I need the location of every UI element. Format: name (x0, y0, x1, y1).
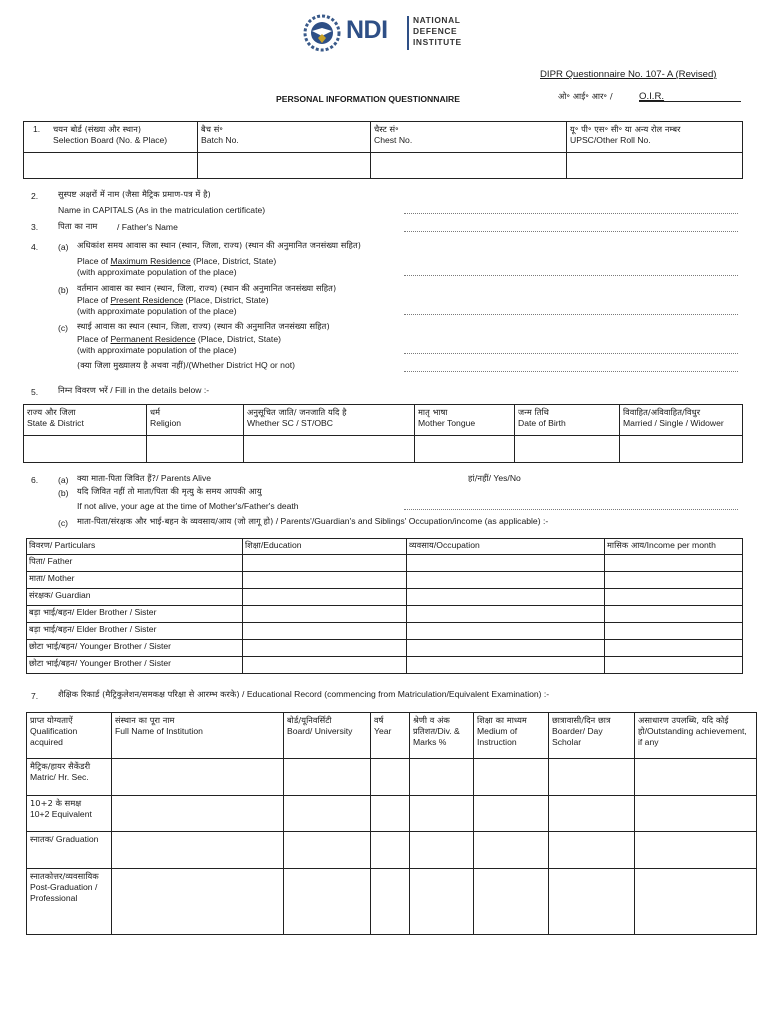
district-hq-label-hindi: (क्या जिला मुख्यालय है अथवा नहीं) (77, 360, 187, 370)
education-field[interactable] (243, 606, 407, 623)
year-field[interactable] (371, 869, 410, 935)
name-label: Name in CAPITALS (As in the matriculation certificate) (58, 205, 266, 215)
row-label: / Graduation (51, 834, 99, 844)
label-key: Present Residence (110, 295, 184, 305)
board-field[interactable] (284, 832, 371, 869)
personal-details-table (23, 404, 743, 463)
maximum-residence-label (77, 256, 276, 266)
row-label-hindi: स्नातक (30, 834, 52, 844)
emblem-icon (300, 12, 344, 54)
occupation-field[interactable] (407, 623, 605, 640)
parents-alive-label-english: / Parents Alive (156, 473, 212, 483)
occupation-label-hindi: माता-पिता/संरक्षक और भाई-बहन के व्यवसाय/आय (जो लागू हो) (77, 516, 274, 526)
column-label: Full Name of Institution (115, 726, 203, 736)
column-label-hindi: संस्थान का पूरा नाम (115, 715, 175, 725)
education-field[interactable] (243, 657, 407, 674)
family-member-label (27, 555, 243, 572)
column-label-hindi: मासिक आय (607, 540, 645, 550)
permanent-residence-label-hindi: स्थाई आवास का स्थान (स्थान, जिला, राज्य) (स्थान की अनुमानित जनसंख्या सहित) (77, 321, 330, 331)
selection-board-header (24, 122, 198, 153)
question-number: 2. (31, 191, 39, 201)
table-row (27, 796, 757, 832)
row-label: Matric/ Hr. Sec. (30, 772, 89, 782)
religion-field[interactable] (147, 436, 244, 463)
label-suffix: (Place, District, State) (183, 295, 269, 305)
occupation-label (77, 516, 548, 527)
boarder-field[interactable] (549, 796, 635, 832)
column-label-hindi: वर्ष (374, 715, 384, 725)
family-member-label (27, 606, 243, 623)
column-label-hindi: श्रेणी व अंक प्रतिशत (413, 715, 450, 736)
column-header (410, 713, 474, 759)
row-label-hindi: छोटा भाई/बहन (29, 658, 75, 668)
income-field[interactable] (605, 572, 743, 589)
table-header-row (24, 405, 743, 436)
row-label: / Guardian (50, 590, 91, 600)
marital-status-field[interactable] (620, 436, 743, 463)
questionnaire-number: DIPR Questionnaire No. 107- A (Revised) (540, 69, 717, 80)
column-label: Qualification acquired (30, 726, 78, 747)
row-label: Post-Graduation / Professional (30, 882, 98, 903)
row-label: / Elder Brother / Sister (71, 624, 157, 634)
occupation-field[interactable] (407, 640, 605, 657)
state-district-field[interactable] (24, 436, 147, 463)
column-label-hindi: यू॰ पी॰ एस॰ सी॰ या अन्य रोल नम्बर (570, 124, 681, 134)
marks-field[interactable] (410, 796, 474, 832)
logo-divider (407, 16, 409, 50)
label-prefix: Place of (77, 334, 111, 344)
label-key: Maximum Residence (110, 256, 191, 266)
row-label-hindi: माता (29, 573, 44, 583)
oir-field[interactable] (639, 101, 741, 102)
page-title: PERSONAL INFORMATION QUESTIONNAIRE (276, 94, 460, 104)
name-label-hindi: सुस्पष्ट अक्षरों में नाम (जैसा मैट्रिक प्रमाण-पत्र में है) (58, 189, 211, 199)
column-label: Batch No. (201, 135, 239, 145)
year-field[interactable] (371, 832, 410, 869)
logo-line-2: DEFENCE (413, 26, 458, 36)
column-label: /Income per month (644, 540, 716, 550)
parents-alive-answer[interactable] (468, 473, 521, 484)
occupation-field[interactable] (407, 589, 605, 606)
column-label-hindi: राज्य और जिला (27, 407, 76, 417)
row-label-hindi: स्नातकोत्तर/व्यवसायिक (30, 871, 99, 881)
question-number: 1. (33, 124, 41, 134)
batch-number-field[interactable] (198, 153, 371, 179)
father-name-label: / Father's Name (117, 222, 178, 232)
institution-field[interactable] (112, 759, 284, 796)
chest-header (371, 122, 567, 153)
column-header (27, 713, 112, 759)
logo-line-3: INSTITUTE (413, 37, 462, 47)
sub-label: (c) (58, 323, 69, 333)
yes-no-hindi: हां/नहीं (468, 473, 489, 483)
education-field[interactable] (243, 555, 407, 572)
yes-no-option: / Yes/No (488, 473, 521, 483)
column-label: Married / Single / Widower (623, 418, 724, 428)
date-of-birth-field[interactable] (515, 436, 620, 463)
institution-field[interactable] (112, 869, 284, 935)
present-residence-field[interactable] (404, 314, 738, 315)
board-field[interactable] (284, 759, 371, 796)
family-member-label (27, 623, 243, 640)
details-label-hindi: निम्न विवरण भरें (58, 385, 108, 395)
family-member-label (27, 589, 243, 606)
income-field[interactable] (605, 657, 743, 674)
education-label-english: / Educational Record (commencing from Matriculation/Equivalent Examination) :- (242, 689, 550, 699)
district-hq-label-english: /(Whether District HQ or not) (186, 360, 295, 370)
column-label: Medium of Instruction (477, 726, 518, 747)
education-field[interactable] (243, 640, 407, 657)
label-key: Permanent Residence (110, 334, 196, 344)
population-note: (with approximate population of the place) (77, 345, 237, 355)
question-number: 7. (31, 691, 39, 701)
permanent-residence-field[interactable] (404, 353, 738, 354)
family-details-table (26, 538, 743, 674)
table-header-row (24, 122, 743, 153)
achievement-field[interactable] (635, 869, 757, 935)
institution-field[interactable] (112, 832, 284, 869)
institute-logo (300, 10, 470, 54)
table-row (27, 640, 743, 657)
occupation-label-english: / Parents'/Guardian's and Siblings' Occupation/income (as applicable) :- (275, 516, 549, 526)
table-row (27, 555, 743, 572)
oir-label-hindi: ओ॰ आई॰ आर॰ / (558, 91, 613, 101)
column-header (284, 713, 371, 759)
column-label-hindi: विवाहित/अविवाहित/विधुर (623, 407, 701, 417)
question-number: 4. (31, 242, 39, 252)
column-header (549, 713, 635, 759)
column-header (244, 405, 415, 436)
medium-field[interactable] (474, 869, 549, 935)
logo-abbreviation: NDI (346, 16, 388, 44)
table-row (27, 589, 743, 606)
row-label: / Mother (43, 573, 75, 583)
sub-label: (a) (58, 475, 69, 485)
parents-alive-label (77, 473, 211, 484)
column-label-hindi: प्राप्त योग्यताऐं (30, 715, 73, 725)
sub-label: (a) (58, 242, 69, 252)
column-label: Selection Board (No. & Place) (53, 135, 168, 145)
column-label-hindi: चयन बोर्ड (संख्या और स्थान) (53, 124, 142, 134)
maximum-residence-field[interactable] (404, 275, 738, 276)
chest-number-field[interactable] (371, 153, 567, 179)
boarder-field[interactable] (549, 759, 635, 796)
column-label: Mother Tongue (418, 418, 476, 428)
sub-label: (b) (58, 488, 69, 498)
achievement-field[interactable] (635, 759, 757, 796)
column-label-hindi: चैस्ट सं॰ (374, 124, 399, 134)
year-field[interactable] (371, 759, 410, 796)
question-number: 6. (31, 475, 39, 485)
medium-field[interactable] (474, 832, 549, 869)
family-member-label (27, 640, 243, 657)
permanent-residence-label (77, 334, 281, 344)
occupation-field[interactable] (407, 606, 605, 623)
column-label: Whether SC / ST/OBC (247, 418, 333, 428)
board-field[interactable] (284, 869, 371, 935)
table-row (27, 657, 743, 674)
education-label-hindi: शैक्षिक रिकार्ड (मैट्रिकुलेशन/समकक्ष परिक्षा से आरम्भ करके) (58, 689, 240, 699)
year-field[interactable] (371, 796, 410, 832)
medium-field[interactable] (474, 796, 549, 832)
row-label-hindi: छोटा भाई/बहन (29, 641, 75, 651)
roll-number-field[interactable] (567, 153, 743, 179)
column-label-hindi: बोर्ड/यूनिवर्सिटी (287, 715, 332, 725)
column-label: State & District (27, 418, 84, 428)
logo-line-1: NATIONAL (413, 15, 461, 25)
family-member-label (27, 572, 243, 589)
mother-tongue-field[interactable] (415, 436, 515, 463)
label-prefix: Place of (77, 256, 111, 266)
medium-field[interactable] (474, 759, 549, 796)
population-note: (with approximate population of the place) (77, 267, 237, 277)
column-label-hindi: बैच सं॰ (201, 124, 223, 134)
occupation-field[interactable] (407, 572, 605, 589)
column-header (605, 539, 743, 555)
label-prefix: Place of (77, 295, 111, 305)
row-label: / Elder Brother / Sister (71, 607, 157, 617)
row-label-hindi: मैट्रिक/हायर सैकेंडरी (30, 761, 91, 771)
column-header (415, 405, 515, 436)
column-label-hindi: छात्रावासी/दिन छात्र (552, 715, 611, 725)
sub-label: (b) (58, 285, 69, 295)
age-at-death-label-hindi: यदि जिवित नहीं तो माता/पिता की मृत्यु के समय आपकी आयु (77, 486, 262, 496)
qualification-label (27, 796, 112, 832)
income-field[interactable] (605, 623, 743, 640)
row-label: 10+2 Equivalent (30, 809, 92, 819)
column-label-hindi: शिक्षा (245, 540, 261, 550)
row-label: / Younger Brother / Sister (74, 641, 172, 651)
board-field[interactable] (284, 796, 371, 832)
column-label-hindi: शिक्षा का माध्यम (477, 715, 527, 725)
question-number: 3. (31, 222, 39, 232)
education-table (26, 712, 757, 935)
boarder-field[interactable] (549, 869, 635, 935)
column-header (24, 405, 147, 436)
income-field[interactable] (605, 640, 743, 657)
column-label-hindi: अनुसूचित जाति/ जनजाति यदि है (247, 407, 347, 417)
population-note: (with approximate population of the place) (77, 306, 237, 316)
marks-field[interactable] (410, 832, 474, 869)
marks-field[interactable] (410, 869, 474, 935)
row-label-hindi: बड़ा भाई/बहन (29, 624, 72, 634)
table-row (27, 869, 757, 935)
category-field[interactable] (244, 436, 415, 463)
table-header-row (27, 539, 743, 555)
achievement-field[interactable] (635, 832, 757, 869)
column-label: Board/ University (287, 726, 353, 736)
column-label: Boarder/ Day Scholar (552, 726, 603, 747)
boarder-field[interactable] (549, 832, 635, 869)
table-row (27, 623, 743, 640)
column-header (27, 539, 243, 555)
name-field[interactable] (404, 213, 738, 214)
label-suffix: (Place, District, State) (190, 256, 277, 266)
column-label: Year (374, 726, 392, 736)
row-label: / Younger Brother / Sister (74, 658, 172, 668)
qualification-label (27, 832, 112, 869)
table-header-row (27, 713, 757, 759)
qualification-label (27, 869, 112, 935)
occupation-field[interactable] (407, 657, 605, 674)
maximum-residence-label-hindi: अधिकांश समय आवास का स्थान (स्थान, जिला, राज्य) (स्थान की अनुमानित जनसंख्या सहित) (77, 240, 362, 250)
column-header (243, 539, 407, 555)
education-field[interactable] (243, 572, 407, 589)
column-label: / Particulars (49, 540, 96, 550)
achievement-field[interactable] (635, 796, 757, 832)
column-label-hindi: धर्म (150, 407, 161, 417)
column-label-hindi: मातृ भाषा (418, 407, 448, 417)
age-at-death-field[interactable] (404, 509, 738, 510)
question-number: 5. (31, 387, 39, 397)
column-label: UPSC/Other Roll No. (570, 135, 651, 145)
column-label: Chest No. (374, 135, 413, 145)
table-row (27, 832, 757, 869)
table-row (24, 436, 743, 463)
family-member-label (27, 657, 243, 674)
column-label-hindi: विवरण (29, 540, 50, 550)
column-label: /Outstanding achievement, if any (638, 726, 747, 747)
column-label: /Div. & Marks % (413, 726, 460, 747)
present-residence-label (77, 295, 269, 305)
selection-board-table (23, 121, 743, 179)
column-label-hindi: असाधारण उपलब्धि, यदि कोई हो (638, 715, 729, 736)
column-header (147, 405, 244, 436)
row-label-hindi: संरक्षक (29, 590, 51, 600)
institution-field[interactable] (112, 796, 284, 832)
column-label: /Education (260, 540, 302, 550)
district-hq-label (77, 360, 295, 371)
father-name-field[interactable] (404, 231, 738, 232)
selection-board-field[interactable] (24, 153, 198, 179)
table-row (27, 606, 743, 623)
education-label (58, 689, 549, 700)
column-header (620, 405, 743, 436)
column-label-hindi: जन्म तिथि (518, 407, 549, 417)
income-field[interactable] (605, 589, 743, 606)
column-header (474, 713, 549, 759)
occupation-field[interactable] (407, 555, 605, 572)
present-residence-label-hindi: वर्तमान आवास का स्थान (स्थान, जिला, राज्य) (स्थान की अनुमानित जनसंख्या सहित) (77, 283, 337, 293)
column-header (371, 713, 410, 759)
sub-label: (c) (58, 518, 69, 528)
table-row (24, 153, 743, 179)
column-header (407, 539, 605, 555)
details-label (58, 385, 209, 396)
table-row (27, 759, 757, 796)
row-label-hindi: बड़ा भाई/बहन (29, 607, 72, 617)
income-field[interactable] (605, 606, 743, 623)
table-row (27, 572, 743, 589)
father-name-label-hindi: पिता का नाम (58, 221, 98, 231)
district-hq-field[interactable] (404, 371, 738, 372)
row-label: / Father (42, 556, 73, 566)
education-field[interactable] (243, 623, 407, 640)
column-label: Date of Birth (518, 418, 566, 428)
education-field[interactable] (243, 589, 407, 606)
qualification-label (27, 759, 112, 796)
parents-alive-label-hindi: क्या माता-पिता जिवित हैं? (77, 473, 157, 483)
roll-number-header (567, 122, 743, 153)
details-label-english: / Fill in the details below :- (110, 385, 210, 395)
row-label-hindi: पिता (29, 556, 43, 566)
age-at-death-label: If not alive, your age at the time of Mother's/Father's death (77, 501, 299, 511)
column-header (515, 405, 620, 436)
column-label: Religion (150, 418, 182, 428)
column-label-hindi: व्यवसाय (409, 540, 434, 550)
marks-field[interactable] (410, 759, 474, 796)
income-field[interactable] (605, 555, 743, 572)
column-label: /Occupation (433, 540, 480, 550)
batch-header (198, 122, 371, 153)
column-header (635, 713, 757, 759)
oir-label: O.I.R. (639, 91, 665, 102)
label-suffix: (Place, District, State) (195, 334, 281, 344)
row-label-hindi: 10+2 के समक्ष (30, 798, 82, 808)
column-header (112, 713, 284, 759)
